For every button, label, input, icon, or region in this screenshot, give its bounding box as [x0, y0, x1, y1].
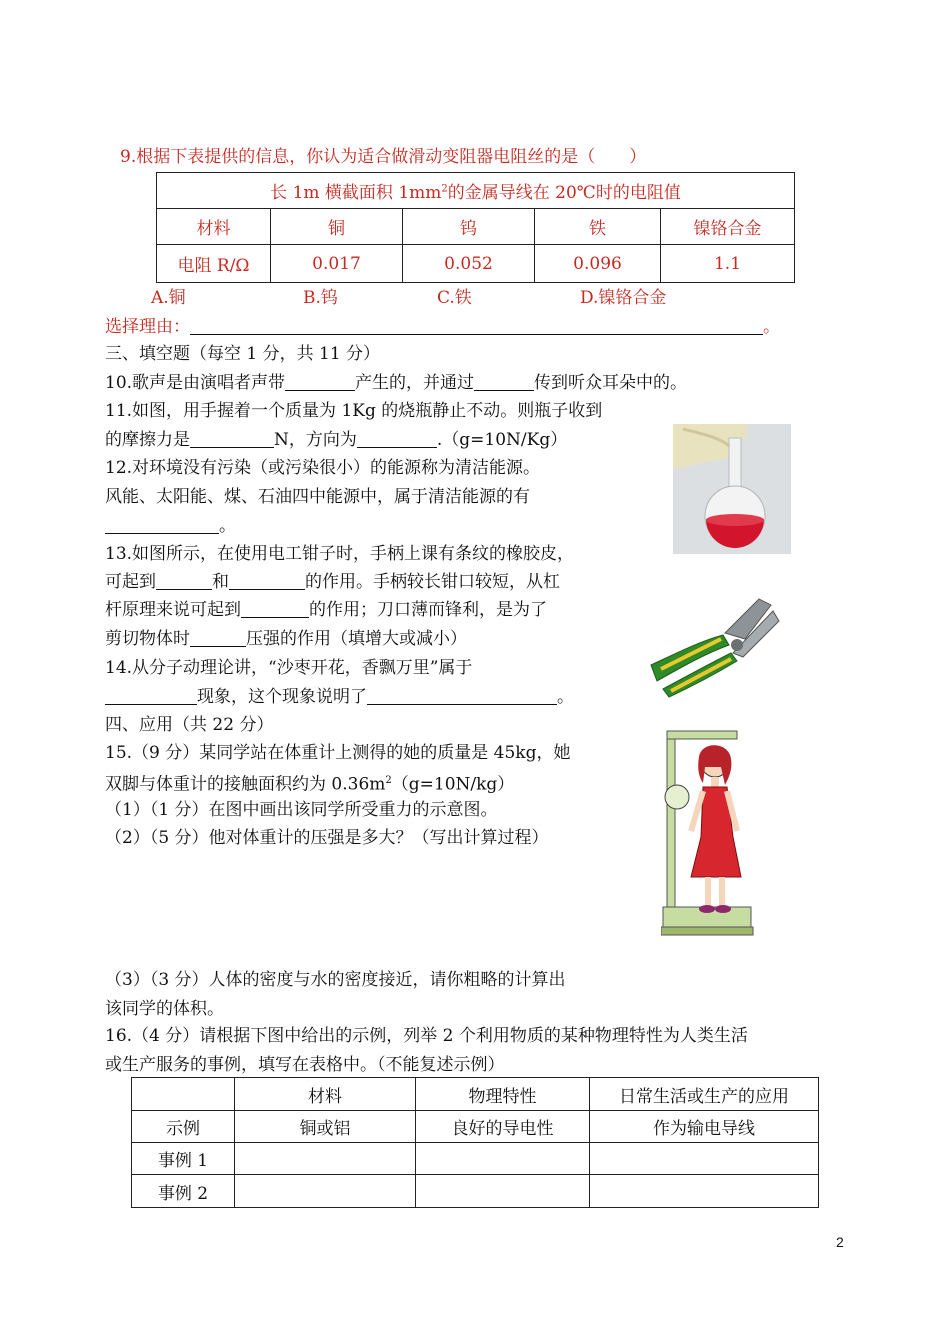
q13-blank-2[interactable]: [229, 572, 305, 590]
q14-blank-1[interactable]: [105, 687, 197, 705]
q15-part-3: （3）（3 分）人体的密度与水的密度接近，请你粗略的计算出: [105, 970, 566, 990]
q11-blank-2[interactable]: [357, 430, 437, 448]
q13-line-4: 剪切物体时 压强的作用（填增大或减小）: [105, 629, 467, 649]
q11-line-2: 的摩擦力是 N，方向为 .（g=10N/Kg）: [105, 430, 568, 450]
q16-answer-cell[interactable]: [416, 1143, 590, 1175]
q11-blank-1[interactable]: [190, 430, 274, 448]
q10-blank-2[interactable]: [474, 373, 534, 391]
q9-header-cell: 铜: [271, 209, 403, 245]
q16-header-cell: 物理特性: [416, 1078, 590, 1111]
q16-cell: 示例: [132, 1111, 235, 1143]
q12-line-1: 12.对环境没有污染（或污染很小）的能源称为清洁能源。: [105, 458, 541, 478]
q16-cell: 作为输电导线: [590, 1111, 819, 1143]
q16-line-1: 16.（4 分）请根据下图中给出的示例，列举 2 个利用物质的某种物理特性为人类生活: [105, 1026, 748, 1046]
q14-line-2: 现象，这个现象说明了 。: [105, 686, 574, 708]
q9-table-title: 长 1m 横截面积 $1mm^2$的金属导线在 20℃时的电阻值: [157, 173, 795, 209]
q9-cell: 0.017: [271, 245, 403, 283]
q9-header-cell: 镍铬合金: [661, 209, 795, 245]
q16-answer-cell[interactable]: [235, 1143, 416, 1175]
q16-header-cell: 日常生活或生产的应用: [590, 1078, 819, 1111]
q12-line-3: 。: [105, 515, 236, 537]
q9-cell: 0.052: [403, 245, 535, 283]
reason-blank[interactable]: [190, 317, 763, 335]
pliers-image: [641, 591, 785, 699]
q12-line-2: 风能、太阳能、煤、石油四中能源中，属于清洁能源的有: [105, 487, 530, 507]
q16-table: [131, 1077, 819, 1208]
q9-option-c: C.铁: [437, 288, 472, 308]
q16-cell: 事例 2: [132, 1175, 235, 1208]
q13-line-3: 杆原理来说可起到 的作用；刀口薄而锋利，是为了: [105, 600, 547, 620]
q13-blank-1[interactable]: [156, 572, 212, 590]
q9-table: [156, 172, 795, 283]
q13-blank-4[interactable]: [190, 629, 246, 647]
q11-line-1: 11.如图，用手握着一个质量为 1Kg 的烧瓶静止不动。则瓶子收到: [105, 401, 603, 421]
q16-header-cell: 材料: [235, 1078, 416, 1111]
q9-reason: 选择理由： 。: [105, 317, 780, 337]
q15-part-2: （2）（5 分）他对体重计的压强是多大？（写出计算过程）: [105, 828, 549, 848]
q9-cell: 0.096: [535, 245, 661, 283]
q9-header-cell: 铁: [535, 209, 661, 245]
q9-cell: 电阻 R/Ω: [157, 245, 271, 283]
q16-answer-cell[interactable]: [590, 1175, 819, 1208]
q16-answer-cell[interactable]: [416, 1175, 590, 1208]
q14-line-1: 14.从分子动理论讲，“沙枣开花，香飘万里”属于: [105, 658, 473, 678]
q9-stem: 9.根据下表提供的信息，你认为适合做滑动变阻器电阻丝的是（ ）: [120, 147, 647, 167]
q15-line-2: 双脚与体重计的接触面积约为 $0.36m^2(g=10N/kg)$: [105, 774, 515, 795]
q13-blank-3[interactable]: [241, 600, 309, 618]
section-3-heading: 三、填空题（每空 1 分，共 11 分）: [105, 344, 381, 364]
q16-cell: 铜或铝: [235, 1111, 416, 1143]
flask-hand-image: [673, 424, 791, 554]
q9-cell: 1.1: [661, 245, 795, 283]
q16-answer-cell[interactable]: [590, 1143, 819, 1175]
q15-line-1: 15.（9 分）某同学站在体重计上测得的她的质量是 45kg，她: [105, 743, 571, 763]
q15-part-3-line-2: 该同学的体积。: [105, 999, 224, 1019]
q16-cell: 良好的导电性: [416, 1111, 590, 1143]
q14-blank-2[interactable]: [367, 687, 557, 705]
q16-cell: 事例 1: [132, 1143, 235, 1175]
q13-line-1: 13.如图所示，在使用电工钳子时，手柄上课有条纹的橡胶皮，: [105, 544, 575, 564]
q16-answer-cell[interactable]: [235, 1175, 416, 1208]
section-4-heading: 四、应用（共 22 分）: [105, 715, 274, 735]
q12-blank[interactable]: [105, 516, 219, 534]
q9-header-cell: 材料: [157, 209, 271, 245]
q16-header-cell: [132, 1078, 235, 1111]
q15-part-1: （1）（1 分）在图中画出该同学所受重力的示意图。: [105, 800, 498, 820]
q9-option-a: A.铜: [151, 288, 186, 308]
girl-on-scale-image: [661, 727, 755, 941]
q10: 10.歌声是由演唱者声带 产生的，并通过 传到听众耳朵中的。: [105, 373, 688, 393]
q9-header-cell: 钨: [403, 209, 535, 245]
q9-option-d: D.镍铬合金: [580, 288, 667, 308]
q10-blank-1[interactable]: [285, 373, 355, 391]
page-number: 2: [836, 1234, 844, 1250]
q13-line-2: 可起到 和 的作用。手柄较长钳口较短，从杠: [105, 572, 560, 592]
q16-line-2: 或生产服务的事例，填写在表格中。（不能复述示例）: [105, 1055, 505, 1075]
q9-option-b: B.钨: [303, 288, 338, 308]
